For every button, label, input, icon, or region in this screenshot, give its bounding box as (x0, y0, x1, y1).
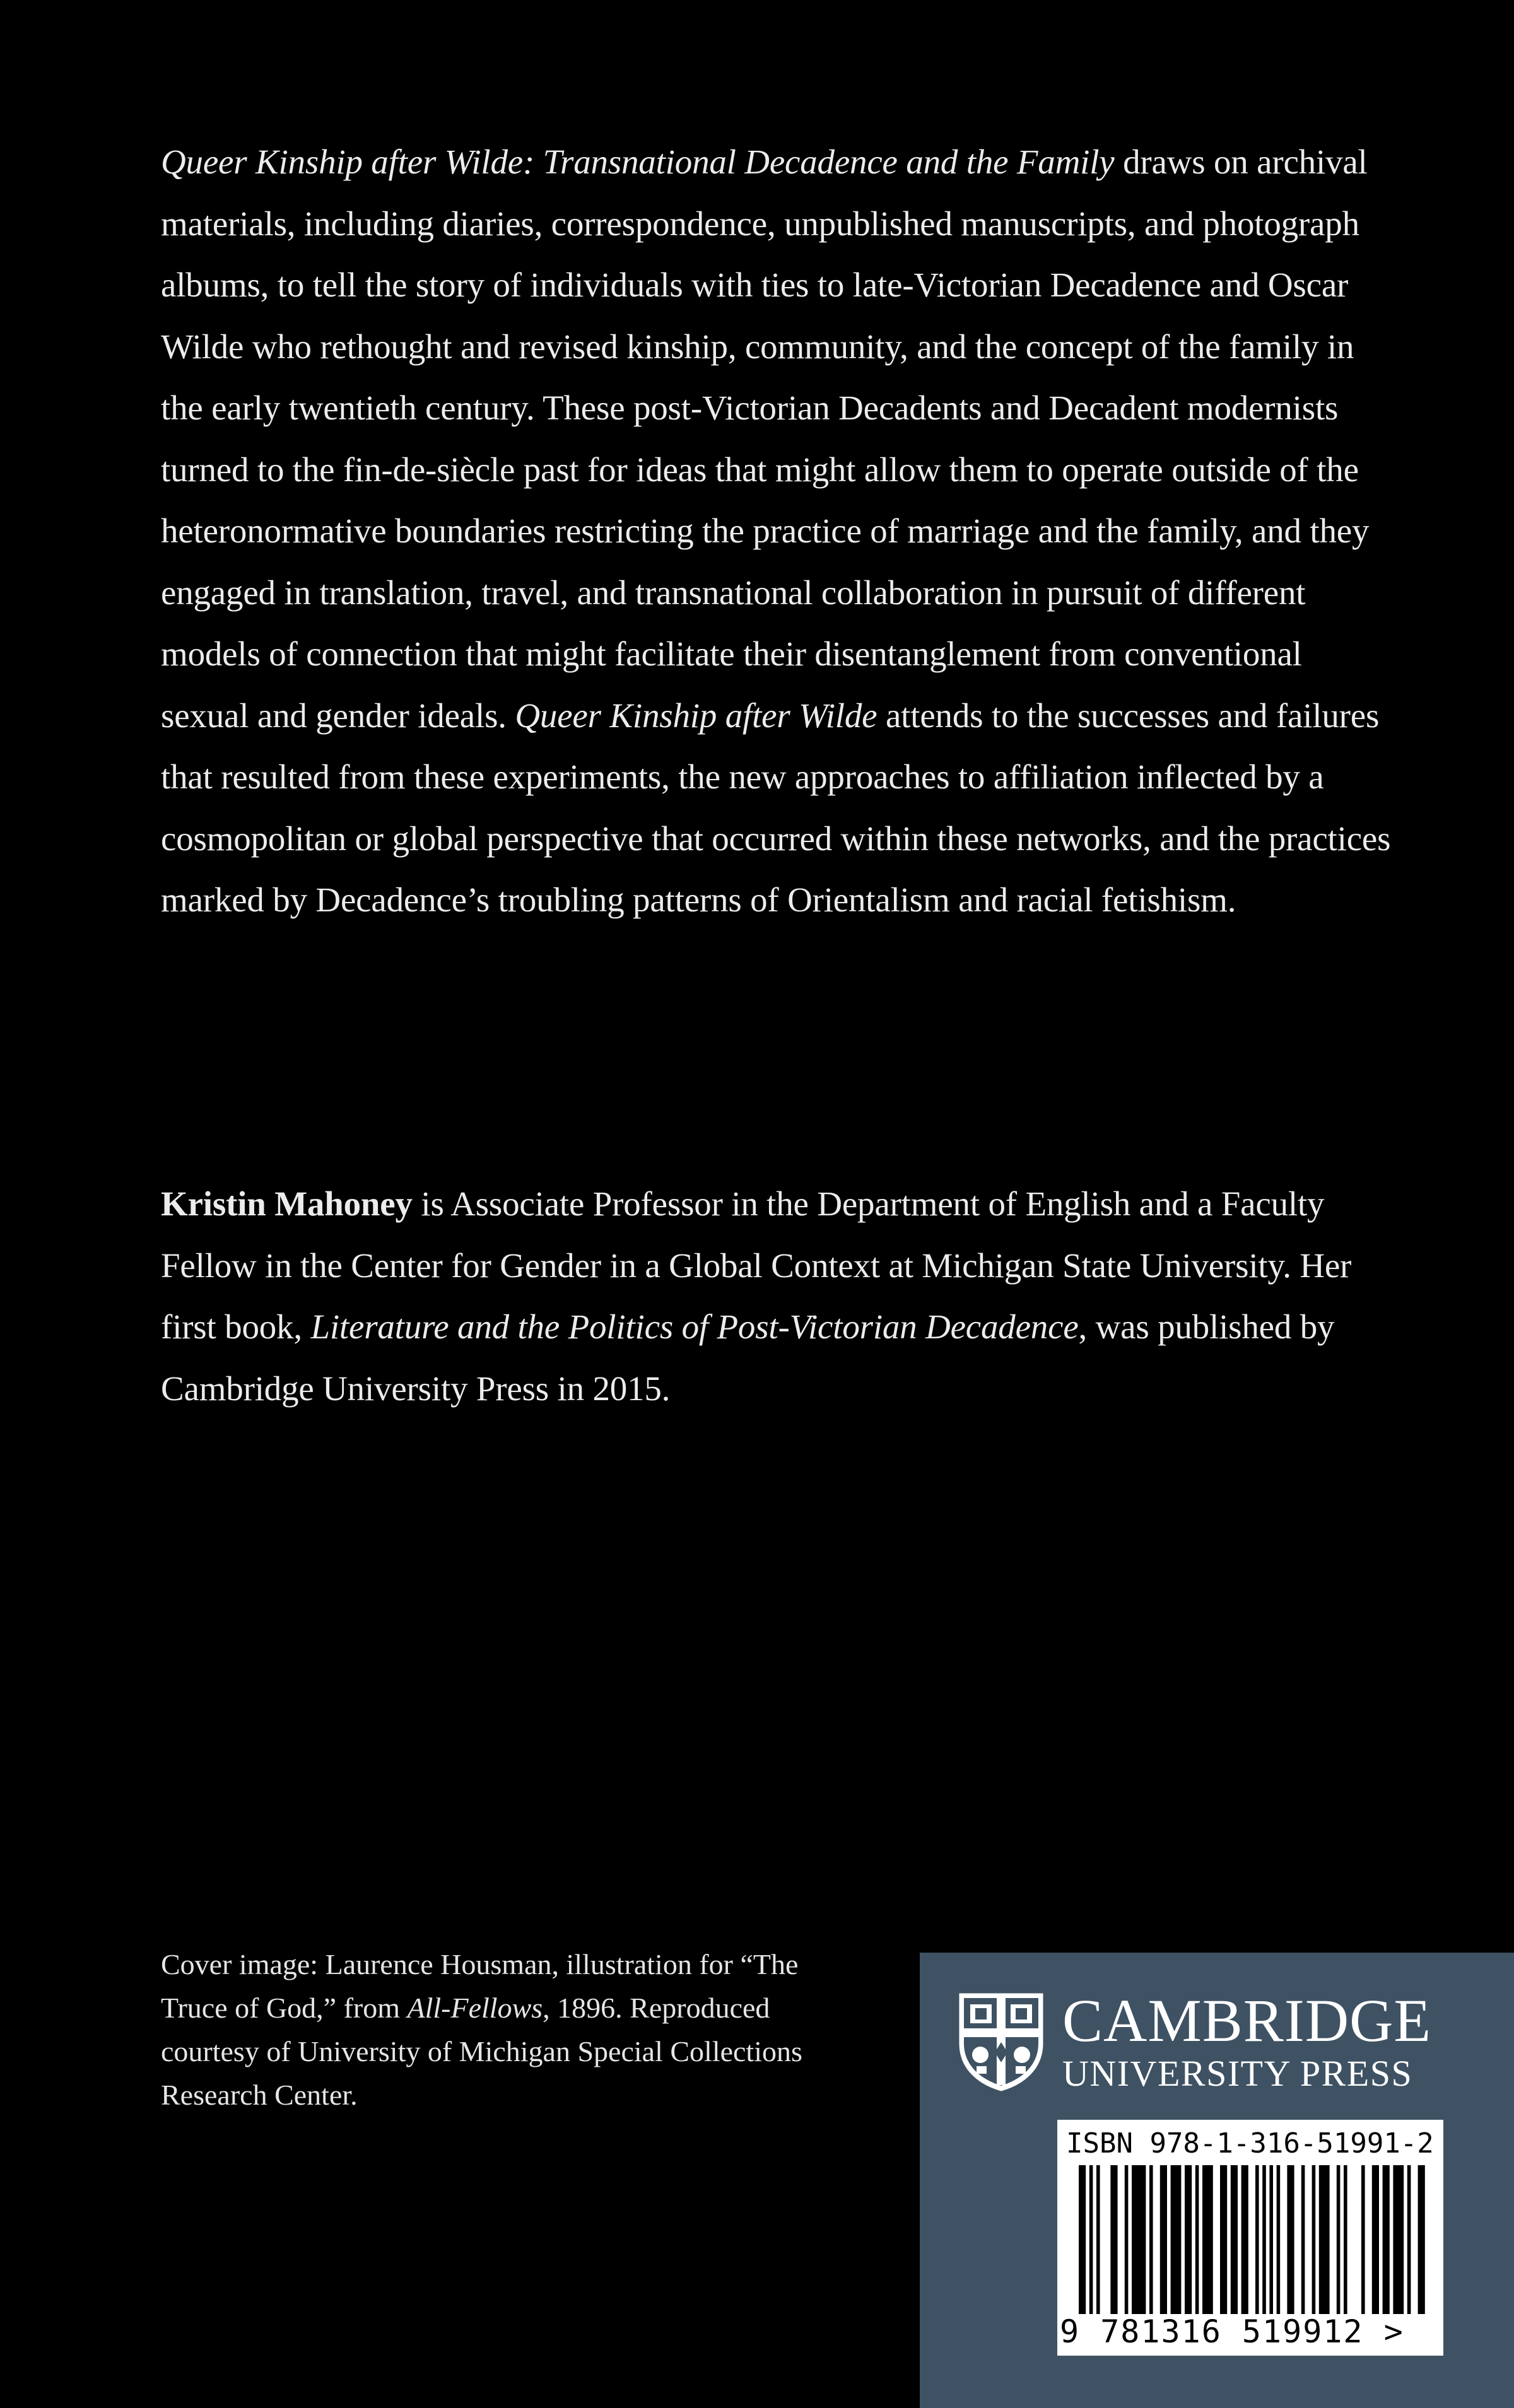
barcode-bar (1096, 2165, 1100, 2314)
cover-credit-source: All-Fellows (407, 1992, 543, 2024)
publisher-panel (920, 1953, 1514, 2408)
barcode-bar (1149, 2165, 1153, 2314)
cover-credit-paragraph (161, 1943, 855, 2117)
barcode-bar (1110, 2165, 1117, 2314)
barcode-bar (1220, 2165, 1227, 2314)
previous-book-title: Literature and the Politics of Post-Victorian Decadence (310, 1307, 1079, 1346)
publisher-name (1062, 1987, 1432, 2094)
barcode-bar (1079, 2165, 1086, 2314)
barcode-bar (1132, 2165, 1146, 2314)
barcode-bar (1372, 2165, 1379, 2314)
barcode-bar (1171, 2165, 1182, 2314)
isbn-barcode (1057, 2120, 1443, 2356)
barcode-bar (1393, 2165, 1404, 2314)
author-bio-text: is Associate Professor in the Department of English and a Faculty Fellow in the Center for Gender in a Global Context at Michigan State University. Her first book, (161, 1184, 1352, 1346)
barcode-bar (1319, 2165, 1330, 2314)
cover-credit-text: Cover image: Laurence Housman, illustration for “The Truce of God,” from (161, 1948, 799, 2024)
author-bio (161, 1173, 1391, 1419)
barcode-bar (1407, 2165, 1411, 2314)
barcode-bar (1383, 2165, 1390, 2314)
barcode-bar (1418, 2165, 1425, 2314)
barcode-bar (1089, 2165, 1093, 2314)
barcode-bar (1255, 2165, 1259, 2314)
cover-credit-text-end: , 1896. Reproduced courtesy of University of Michigan Special Collections Research Center. (161, 1992, 802, 2111)
barcode-bar (1185, 2165, 1192, 2314)
publisher-logo (958, 1987, 1432, 2094)
barcode-digits: 9 781316 519912 > (1060, 2313, 1404, 2350)
barcode-bar (1241, 2165, 1248, 2314)
barcode-bars (1066, 2165, 1435, 2314)
barcode-bar (1361, 2165, 1365, 2314)
barcode-bar (1301, 2165, 1305, 2314)
barcode-bar (1344, 2165, 1347, 2314)
barcode-bar (1337, 2165, 1341, 2314)
barcode-bar (1195, 2165, 1199, 2314)
barcode-bar (1287, 2165, 1294, 2314)
barcode-bar (1160, 2165, 1167, 2314)
isbn-label: ISBN 978-1-316-51991-2 (1066, 2127, 1434, 2160)
publisher-name-line2: UNIVERSITY PRESS (1062, 2053, 1413, 2094)
barcode-bar (1262, 2165, 1266, 2314)
description-text-continued: attends to the successes and failures that resulted from these experiments, the new approaches to affiliation inflected by a cosmopolitan or global perspective that occurred within these networks, and the practices marked by Decadence’s troubling patterns of Orientalism and racial fetishism. (161, 696, 1391, 919)
author-bio-text-end: , was published by Cambridge University Press in 2015. (161, 1307, 1335, 1408)
author-name: Kristin Mahoney (161, 1184, 413, 1223)
book-title: Queer Kinship after Wilde: Transnational Decadence and the Family (161, 143, 1115, 181)
barcode-bar (1312, 2165, 1316, 2314)
cover-image-credit (161, 1943, 855, 2117)
barcode-bar (1202, 2165, 1213, 2314)
author-bio-paragraph (161, 1173, 1391, 1419)
description-text: draws on archival materials, including diaries, correspondence, unpublished manuscripts, and photograph albums, to tell the story of individuals with ties to late-Victorian Decadence and Oscar Wilde who rethought and revised kinship, community, and the concept of the family in the early twentieth century. These post-Victorian Decadents and Decadent modernists turned to the fin-de-siècle past for ideas that might allow them to operate outside of the heteronormative boundaries restricting the practice of marriage and the family, and they engaged in translation, travel, and transnational collaboration in pursuit of different models of connection that might facilitate their disentanglement from conventional sexual and gender ideals. (161, 143, 1370, 735)
barcode-bar (1269, 2165, 1273, 2314)
book-description (161, 131, 1391, 931)
book-title-short: Queer Kinship after Wilde (515, 696, 877, 735)
publisher-name-line1: CAMBRIDGE (1062, 1987, 1432, 2054)
cambridge-shield-icon (958, 1992, 1045, 2093)
barcode-bar (1277, 2165, 1281, 2314)
barcode-bar (1125, 2165, 1129, 2314)
barcode-bar (1231, 2165, 1238, 2314)
description-paragraph (161, 131, 1391, 931)
